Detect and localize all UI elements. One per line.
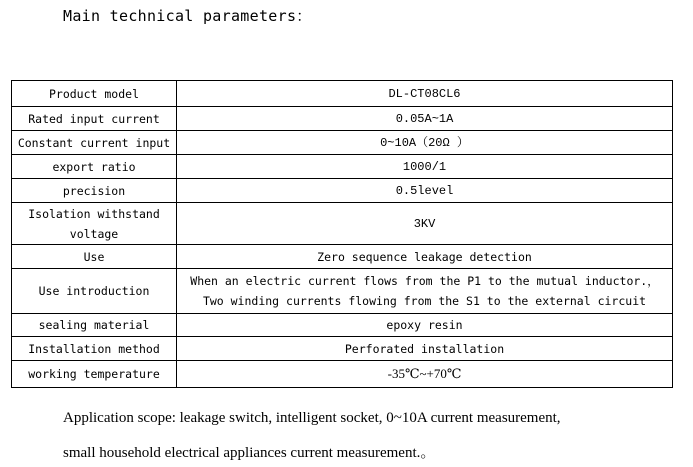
param-value: -35℃~+70℃	[177, 361, 673, 388]
application-scope-text: Application scope: leakage switch, intelligent socket, 0~10A current measurement,	[63, 410, 561, 426]
param-value-line: When an electric current flows from the P1 to the mutual inductor.，	[190, 274, 659, 288]
table-row	[12, 245, 673, 269]
param-label	[12, 203, 177, 245]
table-row	[12, 337, 673, 361]
param-label: Use	[12, 245, 177, 269]
table-row	[12, 314, 673, 337]
table-row	[12, 81, 673, 107]
param-label: Installation method	[12, 337, 177, 361]
param-label: export ratio	[12, 155, 177, 179]
param-label: sealing material	[12, 314, 177, 337]
param-label: Product model	[12, 81, 177, 107]
param-label: Use introduction	[12, 269, 177, 314]
table-row	[12, 155, 673, 179]
param-label: Constant current input	[12, 131, 177, 155]
param-label: working temperature	[12, 361, 177, 388]
param-label: precision	[12, 179, 177, 203]
param-value: epoxy resin	[177, 314, 673, 337]
param-value	[177, 269, 673, 314]
param-value: 0.5level	[177, 179, 673, 203]
page-heading: Main technical parameters：	[63, 7, 312, 25]
param-label: Rated input current	[12, 107, 177, 131]
param-value: Zero sequence leakage detection	[177, 245, 673, 269]
param-value: DL-CT08CL6	[177, 81, 673, 107]
param-value: 3KV	[177, 203, 673, 245]
param-value: 0~10A（20Ω ）	[177, 131, 673, 155]
table-row	[12, 361, 673, 388]
table-row	[12, 179, 673, 203]
param-value-line: Two winding currents flowing from the S1 to the external circuit	[202, 294, 647, 308]
table-row	[12, 107, 673, 131]
technical-parameters-table	[11, 80, 673, 388]
param-value: Perforated installation	[177, 337, 673, 361]
table-row	[12, 131, 673, 155]
table-row	[12, 269, 673, 314]
param-value: 1000/1	[177, 155, 673, 179]
application-scope-text: small household electrical appliances current measurement.。	[63, 445, 436, 461]
table-row	[12, 203, 673, 245]
param-label-line: voltage	[69, 226, 119, 241]
param-label-line: Isolation withstand	[28, 206, 160, 221]
param-value: 0.05A~1A	[177, 107, 673, 131]
